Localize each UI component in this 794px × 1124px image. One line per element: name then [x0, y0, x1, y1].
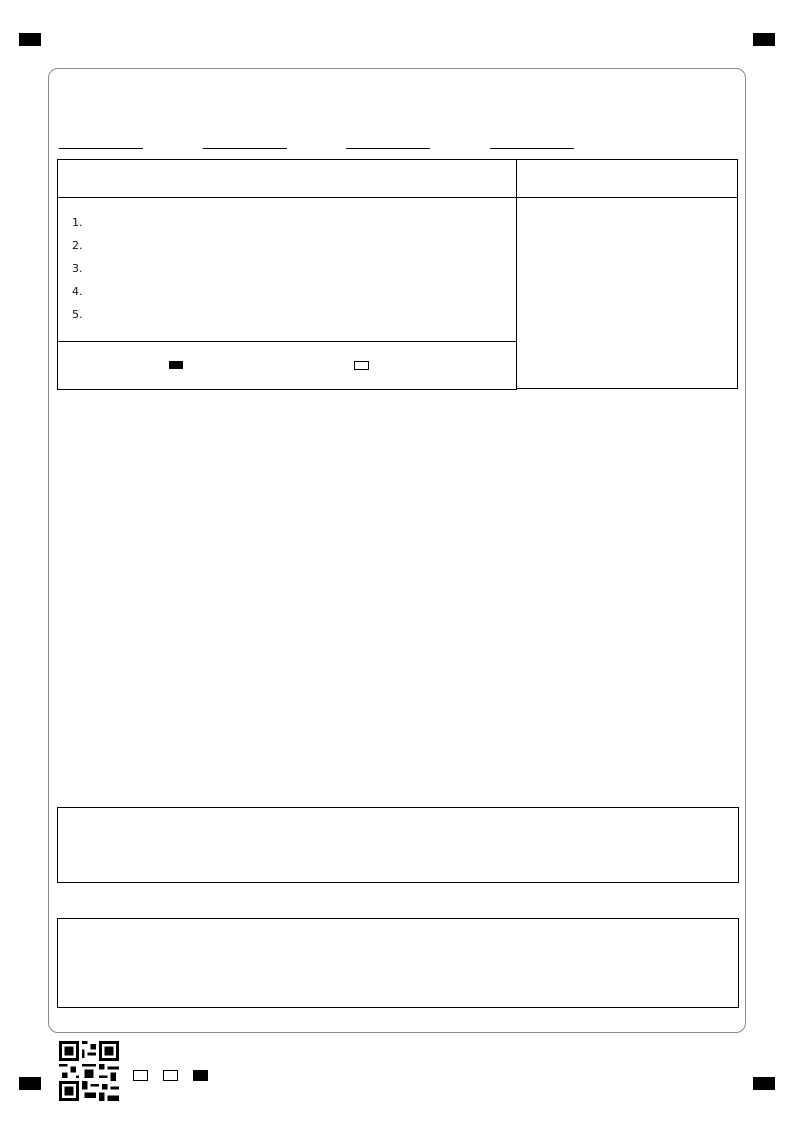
filled-sample-icon — [169, 361, 183, 369]
footer-hollow-mark — [133, 1070, 148, 1081]
exam-id-grid — [516, 197, 738, 389]
corner-mark-bottom-left — [19, 1077, 41, 1090]
field-exam-number[interactable] — [57, 130, 143, 149]
notice-item — [86, 211, 516, 234]
footer-hollow-mark — [163, 1070, 178, 1081]
corner-mark-top-left — [19, 33, 41, 46]
notice-item — [86, 234, 516, 257]
field-class[interactable] — [344, 130, 430, 149]
field-name[interactable] — [201, 130, 287, 149]
field-line[interactable] — [490, 132, 574, 149]
notice-item — [86, 280, 516, 303]
corner-mark-bottom-right — [753, 1077, 775, 1090]
qr-code-icon — [59, 1041, 119, 1101]
field-line[interactable] — [203, 132, 287, 149]
footer-filled-mark — [193, 1070, 208, 1081]
exam-id-heading — [516, 159, 738, 198]
notice-list — [57, 197, 517, 341]
corner-mark-top-right — [753, 33, 775, 46]
listening-answer-box — [57, 807, 739, 883]
field-line[interactable] — [346, 132, 430, 149]
notice-heading — [57, 159, 517, 198]
fill-example-row — [57, 341, 517, 390]
absent-checkbox[interactable] — [354, 361, 369, 370]
field-line[interactable] — [59, 132, 143, 149]
cloze-answer-box — [57, 918, 739, 1008]
notice-item — [86, 303, 516, 326]
sheet-title — [0, 86, 794, 109]
field-seat[interactable] — [488, 130, 574, 149]
notice-item — [86, 257, 516, 280]
